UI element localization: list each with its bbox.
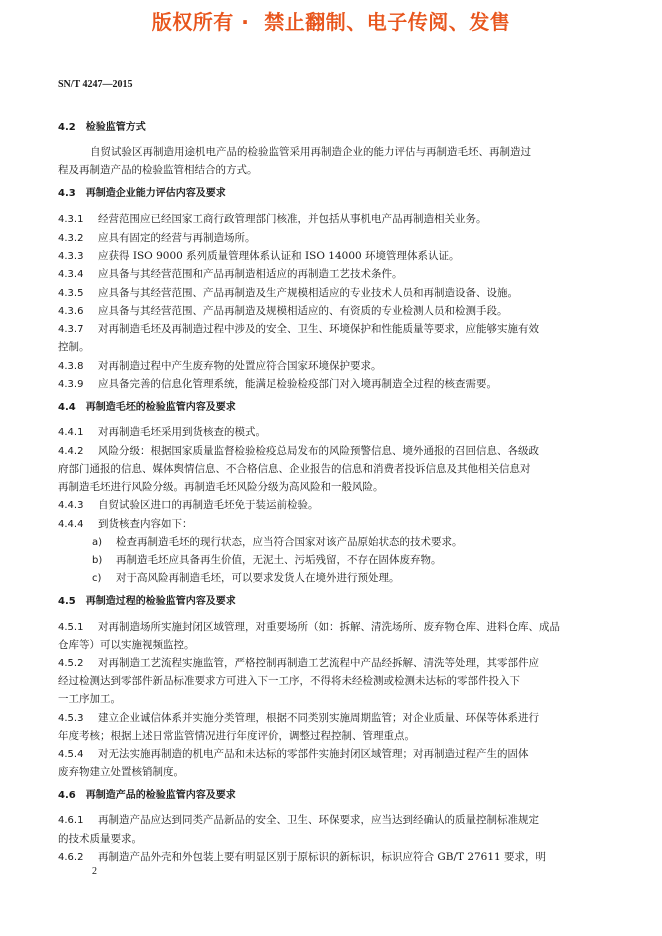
list-item xyxy=(92,571,400,586)
section-heading xyxy=(58,401,236,415)
clause-number: 4.5.4 xyxy=(58,749,84,760)
clause-line xyxy=(58,212,487,227)
clause-text: 对再制造过程中产生废弃物的处置应符合国家环境保护要求。 xyxy=(98,360,382,372)
section-heading xyxy=(58,187,226,201)
list-marker: b) xyxy=(92,555,103,566)
clause-number: 4.4.1 xyxy=(58,427,84,438)
clause-number: 4.3.3 xyxy=(58,251,84,262)
clause-number: 4.3.5 xyxy=(58,288,84,299)
clause-line xyxy=(58,322,539,337)
clause-line xyxy=(58,304,508,319)
clause-text: 风险分级：根据国家质量监督检验检疫总局发布的风险预警信息、境外通报的召回信息、各级政 xyxy=(98,445,539,457)
clause-text: 应具备与其经营范围、产品再制造及规模相适应的、有资质的专业检测人员和检测手段。 xyxy=(98,305,508,317)
paragraph-line: 自贸试验区再制造用途机电产品的检验监管采用再制造企业的能力评估与再制造毛坯、再制造过 xyxy=(90,146,531,158)
page-number: 2 xyxy=(92,866,97,877)
list-item xyxy=(92,535,463,550)
clause-line xyxy=(58,377,497,392)
clause-text: 对再制造毛坯采用到货核查的模式。 xyxy=(98,426,266,438)
clause-number: 4.3.8 xyxy=(58,361,84,372)
clause-text: 对于高风险再制造毛坯，可以要求发货人在境外进行预处理。 xyxy=(116,572,400,584)
section-number: 4.3 xyxy=(58,188,76,199)
clause-number: 4.5.3 xyxy=(58,713,84,724)
paragraph-line: 再制造毛坯进行风险分级。再制造毛坯风险分级为高风险和一般风险。 xyxy=(58,481,384,493)
clause-text: 再制造产品应达到同类产品新品的安全、卫生、环保要求，应当达到经确认的质量控制标准规定 xyxy=(98,814,539,826)
paragraph-line: 程及再制造产品的检验监管相结合的方式。 xyxy=(58,164,258,176)
clause-text: 再制造产品外壳和外包装上要有明显区别于原标识的新标识，标识应符合 GB/T 27611 要求，明 xyxy=(98,851,547,863)
clause-text: 应获得 ISO 9000 系列质量管理体系认证和 ISO 14000 环境管理体系认证。 xyxy=(98,250,460,262)
clause-number: 4.5.2 xyxy=(58,658,84,669)
clause-number: 4.6.1 xyxy=(58,815,84,826)
clause-number: 4.3.1 xyxy=(58,214,84,225)
clause-text: 自贸试验区进口的再制造毛坯免于装运前检验。 xyxy=(98,499,319,511)
paragraph-line: 府部门通报的信息、媒体舆情信息、不合格信息、企业报告的信息和消费者投诉信息及其他相关信息对 xyxy=(58,463,531,475)
clause-line xyxy=(58,249,460,264)
clause-line xyxy=(58,267,403,282)
clause-number: 4.3.7 xyxy=(58,324,84,335)
clause-text: 应具备与其经营范围和产品再制造相适应的再制造工艺技术条件。 xyxy=(98,268,403,280)
section-title: 检验监管方式 xyxy=(85,122,146,133)
clause-number: 4.3.9 xyxy=(58,379,84,390)
section-title: 再制造产品的检验监管内容及要求 xyxy=(85,790,236,801)
section-number: 4.6 xyxy=(58,790,76,801)
clause-text: 应具备完善的信息化管理系统，能满足检验检疫部门对入境再制造全过程的核查需要。 xyxy=(98,378,497,390)
paragraph-line: 一工序加工。 xyxy=(58,693,121,705)
section-number: 4.2 xyxy=(58,122,76,133)
clause-line xyxy=(58,517,193,532)
clause-text: 应具有固定的经营与再制造场所。 xyxy=(98,232,256,244)
list-marker: a) xyxy=(92,537,103,548)
clause-text: 检查再制造毛坯的现行状态，应当符合国家对该产品原始状态的技术要求。 xyxy=(116,536,463,548)
clause-text: 到货核查内容如下： xyxy=(98,518,193,530)
clause-line xyxy=(58,850,546,865)
section-heading xyxy=(58,121,146,135)
paragraph-line: 控制。 xyxy=(58,341,90,353)
clause-text: 建立企业诚信体系并实施分类管理，根据不同类别实施周期监管；对企业质量、环保等体系进行 xyxy=(98,712,539,724)
section-heading xyxy=(58,595,236,609)
clause-number: 4.6.2 xyxy=(58,852,84,863)
clause-line xyxy=(58,656,539,671)
clause-line xyxy=(58,425,266,440)
paragraph-line: 废弃物建立处置核销制度。 xyxy=(58,766,184,778)
clause-number: 4.5.1 xyxy=(58,622,84,633)
list-item xyxy=(92,553,442,568)
clause-line xyxy=(58,498,319,513)
standard-code: SN/T 4247—2015 xyxy=(58,79,133,90)
clause-number: 4.3.6 xyxy=(58,306,84,317)
clause-line xyxy=(58,620,560,635)
section-title: 再制造过程的检验监管内容及要求 xyxy=(85,596,236,607)
paragraph-line: 的技术质量要求。 xyxy=(58,833,142,845)
clause-number: 4.3.2 xyxy=(58,233,84,244)
clause-line xyxy=(58,231,256,246)
clause-line xyxy=(58,711,539,726)
clause-line xyxy=(58,813,539,828)
paragraph-line: 年度考核；根据上述日常监管情况进行年度评价，调整过程控制、管理重点。 xyxy=(58,730,415,742)
clause-text: 对再制造毛坯及再制造过程中涉及的安全、卫生、环境保护和性能质量等要求，应能够实施有效 xyxy=(98,323,539,335)
list-marker: c) xyxy=(92,573,102,584)
clause-line xyxy=(58,359,382,374)
clause-line xyxy=(58,286,518,301)
section-number: 4.4 xyxy=(58,402,76,413)
clause-number: 4.4.3 xyxy=(58,500,84,511)
clause-number: 4.3.4 xyxy=(58,269,84,280)
paragraph-line: 仓库等）可以实施视频监控。 xyxy=(58,639,195,651)
section-title: 再制造毛坯的检验监管内容及要求 xyxy=(85,402,236,413)
clause-line xyxy=(58,747,529,762)
copyright-banner: 版权所有 · 禁止翻制、电子传阅、发售 xyxy=(151,10,511,34)
clause-number: 4.4.4 xyxy=(58,519,84,530)
section-heading xyxy=(58,789,236,803)
clause-text: 再制造毛坯应具备再生价值，无泥土、污垢残留，不存在固体废弃物。 xyxy=(116,554,442,566)
clause-text: 对再制造场所实施封闭区域管理，对重要场所（如：拆解、清洗场所、废弃物仓库、进料仓库、成品 xyxy=(98,621,560,633)
section-title: 再制造企业能力评估内容及要求 xyxy=(85,188,226,199)
section-number: 4.5 xyxy=(58,596,76,607)
clause-text: 经营范围应已经国家工商行政管理部门核准，并包括从事机电产品再制造相关业务。 xyxy=(98,213,487,225)
clause-number: 4.4.2 xyxy=(58,446,84,457)
clause-text: 对再制造工艺流程实施监管，严格控制再制造工艺流程中产品经拆解、清洗等处理，其零部件应 xyxy=(98,657,539,669)
paragraph-line: 经过检测达到零部件新品标准要求方可进入下一工序，不得将未经检测或检测未达标的零部件投入下 xyxy=(58,675,520,687)
clause-text: 对无法实施再制造的机电产品和未达标的零部件实施封闭区域管理；对再制造过程产生的固体 xyxy=(98,748,529,760)
clause-line xyxy=(58,444,539,459)
clause-text: 应具备与其经营范围、产品再制造及生产规模相适应的专业技术人员和再制造设备、设施。 xyxy=(98,287,518,299)
